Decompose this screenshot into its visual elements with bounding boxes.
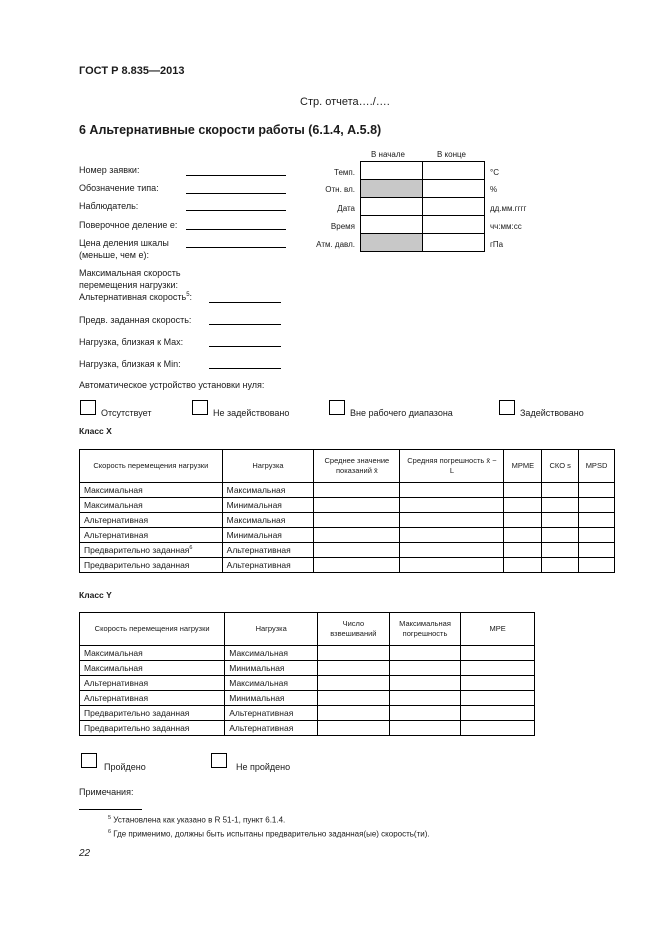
option-not-engaged-label: Не задействовано xyxy=(213,408,290,418)
env-unit-temperature: °C xyxy=(490,168,499,177)
class-x-footnote-ref: 6 xyxy=(189,545,193,552)
class-x-sko-cell[interactable] xyxy=(542,498,579,513)
class-y-speed-cell: Предварительно заданная xyxy=(80,721,225,736)
field-label-type-designation: Обозначение типа: xyxy=(79,183,159,193)
env-col-start: В начале xyxy=(371,150,405,159)
class-x-speed-cell: Максимальная xyxy=(80,498,223,513)
class-x-mpsd-cell[interactable] xyxy=(579,483,615,498)
class-x-header-error: Средняя погрешность x̄ − L xyxy=(400,450,504,483)
class-y-mpe-cell[interactable] xyxy=(461,661,535,676)
alt-speed-footnote-ref: 5 xyxy=(186,292,190,298)
observer-input[interactable] xyxy=(186,210,286,211)
table-row xyxy=(80,498,615,513)
footnote-5 xyxy=(108,815,285,825)
class-x-mpsd-cell[interactable] xyxy=(579,528,615,543)
class-x-header-mpsd: MPSD xyxy=(579,450,615,483)
temp-end-cell[interactable] xyxy=(423,162,485,180)
class-y-load-cell: Альтернативная xyxy=(225,721,318,736)
notes-label: Примечания: xyxy=(79,787,134,797)
document-code: ГОСТ Р 8.835—2013 xyxy=(79,65,185,77)
alt-speed-label-colon: : xyxy=(189,292,193,302)
class-y-speed-cell: Максимальная xyxy=(80,646,225,661)
class-y-max-error-cell[interactable] xyxy=(389,676,461,691)
class-y-mpe-cell[interactable] xyxy=(461,721,535,736)
class-x-speed-cell: Альтернативная xyxy=(80,513,223,528)
class-x-error-cell[interactable] xyxy=(400,498,504,513)
class-y-mpe-cell[interactable] xyxy=(461,646,535,661)
table-row xyxy=(80,543,615,558)
class-y-count-cell[interactable] xyxy=(318,691,390,706)
env-unit-pressure: гПа xyxy=(490,240,504,249)
class-x-mean-cell[interactable] xyxy=(314,498,400,513)
env-col-end: В конце xyxy=(437,150,466,159)
alt-speed-label-text: Альтернативная скорость xyxy=(79,292,187,302)
class-y-speed-cell: Максимальная xyxy=(80,661,225,676)
class-y-load-cell: Минимальная xyxy=(225,661,318,676)
class-y-count-cell[interactable] xyxy=(318,676,390,691)
class-x-load-cell: Минимальная xyxy=(222,498,314,513)
class-x-load-cell: Альтернативная xyxy=(222,543,314,558)
class-x-mean-cell[interactable] xyxy=(314,483,400,498)
date-start-cell[interactable] xyxy=(361,198,423,216)
near-max-load-input[interactable] xyxy=(209,346,281,347)
class-y-title: Класс Y xyxy=(79,590,112,600)
report-page-indicator: Стр. отчета…./…. xyxy=(300,96,390,108)
scale-interval-input[interactable] xyxy=(186,247,286,248)
class-y-load-cell: Максимальная xyxy=(225,646,318,661)
type-designation-input[interactable] xyxy=(186,193,286,194)
class-x-mpsd-cell[interactable] xyxy=(579,498,615,513)
class-x-mean-cell[interactable] xyxy=(314,513,400,528)
class-y-header-max-error: Максимальная погрешность xyxy=(389,613,461,646)
class-x-header-sko: СКО s xyxy=(542,450,579,483)
option-absent-label: Отсутствует xyxy=(101,408,152,418)
table-row xyxy=(80,676,535,691)
class-x-mpsd-cell[interactable] xyxy=(579,543,615,558)
field-label-scale-interval: Цена деления шкалы xyxy=(79,238,169,248)
footnote-5-text: Установлена как указано в R 51-1, пункт 6.1.4. xyxy=(113,815,286,825)
env-unit-time: чч:мм:сс xyxy=(490,222,522,231)
class-x-header-load: Нагрузка xyxy=(222,450,314,483)
class-y-max-error-cell[interactable] xyxy=(389,706,461,721)
env-label-time: Время xyxy=(330,222,355,231)
class-x-load-cell: Максимальная xyxy=(222,513,314,528)
class-x-sko-cell[interactable] xyxy=(542,483,579,498)
class-x-sko-cell[interactable] xyxy=(542,513,579,528)
alt-speed-input[interactable] xyxy=(209,302,281,303)
table-row xyxy=(80,721,535,736)
class-y-header-load: Нагрузка xyxy=(225,613,318,646)
class-x-speed-text: Предварительно заданная xyxy=(84,545,190,555)
class-x-sko-cell[interactable] xyxy=(542,543,579,558)
env-unit-date: дд.мм.гггг xyxy=(490,204,527,213)
class-y-mpe-cell[interactable] xyxy=(461,706,535,721)
class-y-count-cell[interactable] xyxy=(318,646,390,661)
application-number-input[interactable] xyxy=(186,175,286,176)
table-row xyxy=(80,706,535,721)
alt-speed-label xyxy=(79,292,192,302)
class-x-mpme-cell[interactable] xyxy=(504,513,542,528)
class-y-count-cell[interactable] xyxy=(318,706,390,721)
class-y-header-mpe: MPE xyxy=(461,613,535,646)
class-x-mean-cell[interactable] xyxy=(314,543,400,558)
class-x-load-cell: Альтернативная xyxy=(222,558,314,573)
near-max-load-label: Нагрузка, близкая к Max: xyxy=(79,337,184,347)
table-row xyxy=(80,558,615,573)
class-x-mpme-cell[interactable] xyxy=(504,543,542,558)
table-row xyxy=(80,646,535,661)
checkbox-not-passed[interactable] xyxy=(211,753,227,768)
date-end-cell[interactable] xyxy=(423,198,485,216)
class-x-mean-cell[interactable] xyxy=(314,558,400,573)
table-row xyxy=(80,691,535,706)
class-x-mpme-cell[interactable] xyxy=(504,558,542,573)
class-x-speed-cell: Альтернативная xyxy=(80,528,223,543)
env-label-date: Дата xyxy=(337,204,355,213)
pressure-end-cell[interactable] xyxy=(423,234,485,252)
page-number: 22 xyxy=(79,848,91,859)
field-label-verification-division: Поверочное деление е: xyxy=(79,220,178,230)
class-x-load-cell: Минимальная xyxy=(222,528,314,543)
class-y-count-cell[interactable] xyxy=(318,721,390,736)
class-x-header-mean: Среднее значение показаний x̄ xyxy=(314,450,400,483)
class-x-error-cell[interactable] xyxy=(400,513,504,528)
class-x-speed-cell: Предварительно заданная xyxy=(80,558,223,573)
table-row xyxy=(80,483,615,498)
class-y-max-error-cell[interactable] xyxy=(389,661,461,676)
checkbox-not-engaged[interactable] xyxy=(192,400,208,415)
class-x-error-cell[interactable] xyxy=(400,558,504,573)
class-x-mpsd-cell[interactable] xyxy=(579,558,615,573)
checkbox-engaged[interactable] xyxy=(499,400,515,415)
class-y-speed-cell: Предварительно заданная xyxy=(80,706,225,721)
environment-table xyxy=(360,161,485,252)
class-y-mpe-cell[interactable] xyxy=(461,676,535,691)
footnote-5-number: 5 xyxy=(108,815,112,821)
class-x-table xyxy=(79,449,615,573)
option-passed-label: Пройдено xyxy=(104,762,146,772)
class-x-sko-cell[interactable] xyxy=(542,528,579,543)
class-y-max-error-cell[interactable] xyxy=(389,721,461,736)
class-x-header-mpme: MPME xyxy=(504,450,542,483)
class-y-header-count: Число взвешиваний xyxy=(318,613,390,646)
env-label-humidity: Отн. вл. xyxy=(325,185,355,194)
class-y-load-cell: Альтернативная xyxy=(225,706,318,721)
time-start-cell[interactable] xyxy=(361,216,423,234)
auto-zero-label: Автоматическое устройство установки нуля: xyxy=(79,380,265,390)
footnote-6-number: 6 xyxy=(108,829,112,835)
verification-division-input[interactable] xyxy=(186,229,286,230)
near-min-load-input[interactable] xyxy=(209,368,281,369)
checkbox-absent[interactable] xyxy=(80,400,96,415)
class-x-load-cell: Максимальная xyxy=(222,483,314,498)
preset-speed-input[interactable] xyxy=(209,324,281,325)
class-y-count-cell[interactable] xyxy=(318,661,390,676)
class-y-mpe-cell[interactable] xyxy=(461,691,535,706)
footnote-divider xyxy=(79,809,142,810)
table-row xyxy=(80,661,535,676)
class-y-table xyxy=(79,612,535,736)
pressure-start-cell[interactable] xyxy=(361,234,423,252)
env-unit-humidity: % xyxy=(490,185,498,194)
class-x-mpsd-cell[interactable] xyxy=(579,513,615,528)
class-y-load-cell: Максимальная xyxy=(225,676,318,691)
max-speed-label-line2: перемещения нагрузки: xyxy=(79,280,179,290)
class-x-mean-cell[interactable] xyxy=(314,528,400,543)
class-x-error-cell[interactable] xyxy=(400,483,504,498)
temp-start-cell[interactable] xyxy=(361,162,423,180)
class-x-sko-cell[interactable] xyxy=(542,558,579,573)
humidity-end-cell[interactable] xyxy=(423,180,485,198)
class-y-max-error-cell[interactable] xyxy=(389,691,461,706)
option-not-passed-label: Не пройдено xyxy=(236,762,291,772)
option-engaged-label: Задействовано xyxy=(520,408,584,418)
footnote-6-text: Где применимо, должны быть испытаны предварительно заданная(ые) скорость(ти). xyxy=(113,829,430,839)
table-row xyxy=(80,513,615,528)
class-x-speed-cell: Максимальная xyxy=(80,483,223,498)
class-x-error-cell[interactable] xyxy=(400,528,504,543)
env-label-temperature: Темп. xyxy=(334,168,355,177)
class-x-title: Класс X xyxy=(79,426,112,436)
time-end-cell[interactable] xyxy=(423,216,485,234)
humidity-start-cell[interactable] xyxy=(361,180,423,198)
max-speed-label-line1: Максимальная скорость xyxy=(79,268,181,278)
class-y-speed-cell: Альтернативная xyxy=(80,691,225,706)
near-min-load-label: Нагрузка, близкая к Min: xyxy=(79,359,181,369)
class-y-speed-cell: Альтернативная xyxy=(80,676,225,691)
section-title: 6 Альтернативные скорости работы (6.1.4, A.5.8) xyxy=(79,123,382,137)
footnote-6 xyxy=(108,829,430,839)
class-x-mpme-cell[interactable] xyxy=(504,498,542,513)
field-label-scale-interval-note: (меньше, чем е): xyxy=(79,250,149,260)
checkbox-out-of-range[interactable] xyxy=(329,400,345,415)
checkbox-passed[interactable] xyxy=(81,753,97,768)
class-y-header-speed: Скорость перемещения нагрузки xyxy=(80,613,225,646)
field-label-observer: Наблюдатель: xyxy=(79,201,139,211)
class-x-mpme-cell[interactable] xyxy=(504,483,542,498)
class-y-max-error-cell[interactable] xyxy=(389,646,461,661)
class-x-header-speed: Скорость перемещения нагрузки xyxy=(80,450,223,483)
class-y-load-cell: Минимальная xyxy=(225,691,318,706)
table-row xyxy=(80,528,615,543)
class-x-speed-cell xyxy=(80,543,223,558)
env-label-pressure: Атм. давл. xyxy=(316,240,355,249)
option-out-of-range-label: Вне рабочего диапазона xyxy=(350,408,453,418)
class-x-error-cell[interactable] xyxy=(400,543,504,558)
preset-speed-label: Предв. заданная скорость: xyxy=(79,315,192,325)
field-label-application-number: Номер заявки: xyxy=(79,165,140,175)
class-x-mpme-cell[interactable] xyxy=(504,528,542,543)
